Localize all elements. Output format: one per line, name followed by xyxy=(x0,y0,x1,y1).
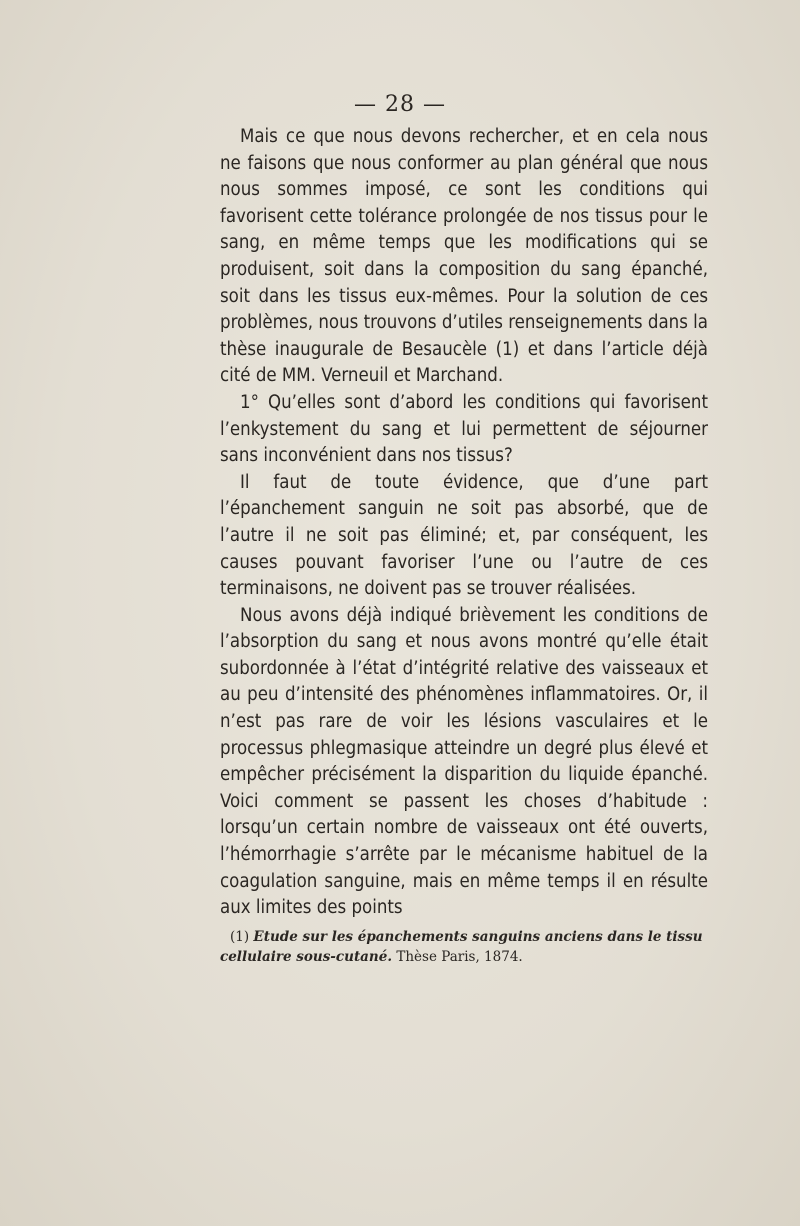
footnote-title: Etude sur les épanchements sanguins anciens dans le tissu cellulaire sous-cutané. xyxy=(220,929,703,965)
body-text xyxy=(220,124,708,922)
footnote-marker: (1) xyxy=(230,929,250,945)
paragraph: Il faut de toute évidence, que d’une part l’épanchement sanguin ne soit pas absorbé, que de l’autre il ne soit pas éliminé; et, par conséquent, les causes pouvant favoriser l’une ou l’autre de ces terminaisons, ne doivent pas se trouver réalisées. xyxy=(220,471,708,600)
footnote xyxy=(220,927,708,967)
paragraph: Nous avons déjà indiqué brièvement les conditions de l’absorption du sang et nous avons montré qu’elle était subordonnée à l’état d’intégrité relative des vaisseaux et au peu d’intensité des phénomènes inflammatoires. Or, il n’est pas rare de voir les lésions vasculaires et le processus phlegmasique atteindre un degré plus élevé et empêcher précisément la disparition du liquide épanché. Voici comment se passent les choses d’habitude : lorsqu’un certain nombre de vaisseaux ont été ouverts, l’hémorrhagie s’arrête par le mécanisme habituel de la coagulation sanguine, mais en même temps il en résulte aux limites des points xyxy=(220,604,708,919)
page-number: — 28 — xyxy=(354,92,446,117)
footnote-citation: Thèse Paris, 1874. xyxy=(396,949,523,965)
paragraph: Mais ce que nous devons rechercher, et en cela nous ne faisons que nous conformer au plan général que nous nous sommes imposé, ce sont les conditions qui favorisent cette tolérance prolongée de nos tissus pour le sang, en même temps que les modifications qui se produisent, soit dans la composition du sang épanché, soit dans les tissus eux-mêmes. Pour la solution de ces problèmes, nous trouvons d’utiles renseignements dans la thèse inaugurale de Besaucèle (1) et dans l’article déjà cité de MM. Verneuil et Marchand. xyxy=(220,126,708,387)
paragraph: 1° Qu’elles sont d’abord les conditions qui favorisent l’enkystement du sang et lui permettent de séjourner sans inconvénient dans nos tissus? xyxy=(220,391,708,467)
